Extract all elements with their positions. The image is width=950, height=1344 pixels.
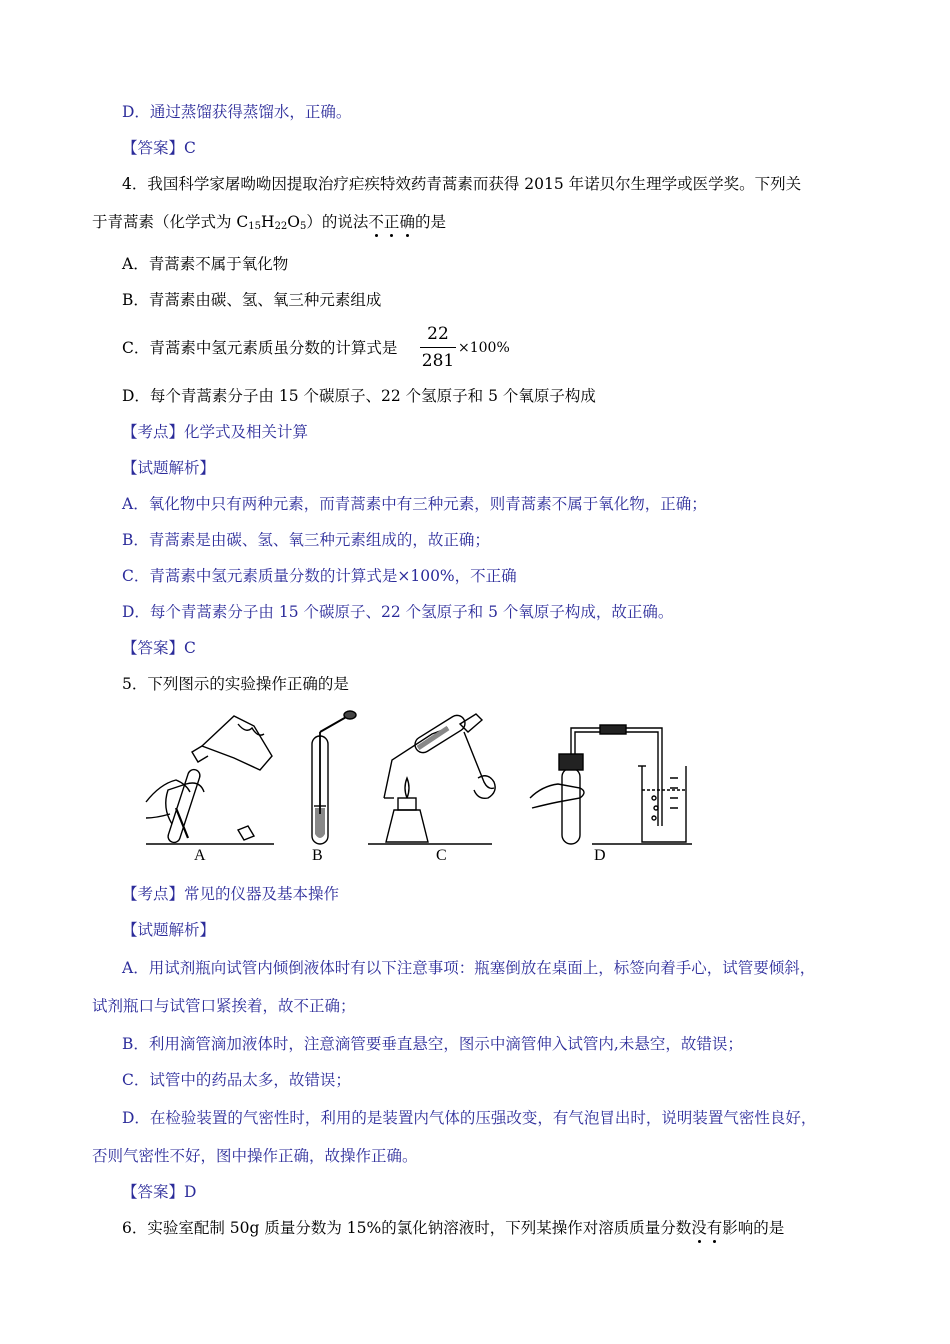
q4-option-a: A．青蒿素不属于氧化物 bbox=[122, 255, 289, 273]
q4-stem-line-1: 4．我国科学家屠呦呦因提取治疗疟疾特效药青蒿素而获得 2015 年诺贝尔生理学或医学奖。下列关 bbox=[122, 175, 802, 193]
dropper-illustration bbox=[312, 711, 356, 844]
q4-explanation-a: A．氧化物中只有两种元素，而青蒿素中有三种元素，则青蒿素不属于氧化物，正确； bbox=[122, 495, 707, 513]
q5-answer: 【答案】D bbox=[122, 1183, 197, 1201]
airtightness-check-illustration bbox=[530, 725, 686, 844]
subscript: 5 bbox=[300, 221, 307, 232]
q4-stem-text: 的是 bbox=[414, 213, 446, 231]
figure-label-b: B bbox=[312, 847, 323, 864]
fraction-denominator: 281 bbox=[421, 351, 455, 371]
q5-stem: 5．下列图示的实验操作正确的是 bbox=[122, 675, 349, 693]
emphasis-dot-char: 有 bbox=[706, 1219, 723, 1237]
q4-jiexi-heading: 【试题解析】 bbox=[122, 459, 216, 477]
q6-stem bbox=[122, 1217, 784, 1239]
q4-explanation-d: D．每个青蒿素分子由 15 个碳原子、22 个氢原子和 5 个氧原子构成，故正确。 bbox=[122, 603, 674, 621]
prev-answer: 【答案】C bbox=[122, 139, 196, 157]
emphasis-dot-char: 没 bbox=[691, 1219, 707, 1237]
q4-option-d: D．每个青蒿素分子由 15 个碳原子、22 个氢原子和 5 个氧原子构成 bbox=[122, 387, 596, 405]
emphasis-dot-char: 不 bbox=[368, 213, 384, 231]
q4-stem-line-2 bbox=[92, 211, 446, 233]
figure-label-a: A bbox=[194, 847, 206, 864]
q5-jiexi-heading: 【试题解析】 bbox=[122, 921, 216, 939]
q4-stem-text: 于青蒿素（化学式为 C bbox=[92, 213, 249, 231]
q5-explanation-a-line-1: A．用试剂瓶向试管内倾倒液体时有以下注意事项：瓶塞倒放在桌面上，标签向着手心，试管要倾斜， bbox=[122, 959, 816, 977]
q4-kaodian: 【考点】化学式及相关计算 bbox=[122, 423, 309, 441]
figure-label-c: C bbox=[436, 847, 447, 864]
figure-labels bbox=[194, 847, 606, 864]
bottle-stopper bbox=[238, 826, 254, 840]
fraction-numerator: 22 bbox=[420, 323, 456, 348]
lab-operations-figure bbox=[142, 706, 702, 866]
q4-option-b: B．青蒿素由碳、氢、氧三种元素组成 bbox=[122, 291, 382, 309]
q4-formula-o: O bbox=[287, 213, 301, 231]
q4-answer: 【答案】C bbox=[122, 639, 196, 657]
q5-kaodian: 【考点】常见的仪器及基本操作 bbox=[122, 885, 340, 903]
q4-explanation-b: B．青蒿素是由碳、氢、氧三种元素组成的，故正确； bbox=[122, 531, 490, 549]
q5-explanation-c: C．试管中的药品太多，故错误； bbox=[122, 1071, 351, 1089]
figure-label-d: D bbox=[594, 847, 606, 864]
q4-stem-text: ）的说法 bbox=[306, 213, 369, 231]
q5-explanation-d-line-1: D．在检验装置的气密性时，利用的是装置内气体的压强改变，有气泡冒出时，说明装置气密性良好， bbox=[122, 1109, 817, 1127]
q5-explanation-d-line-2: 否则气密性不好，图中操作正确，故操作正确。 bbox=[92, 1147, 418, 1165]
q4-explanation-c: C．青蒿素中氢元素质量分数的计算式是×100%，不正确 bbox=[122, 567, 517, 585]
subscript: 15 bbox=[248, 221, 262, 232]
emphasis-dot-char: 正 bbox=[383, 213, 400, 231]
q6-stem-text: 影响的是 bbox=[722, 1219, 785, 1237]
q5-explanation-a-line-2: 试剂瓶口与试管口紧挨着，故不正确； bbox=[92, 997, 356, 1015]
fraction bbox=[420, 323, 456, 372]
prev-option-d: D．通过蒸馏获得蒸馏水，正确。 bbox=[122, 103, 352, 121]
q5-explanation-b: B．利用滴管滴加液体时，注意滴管要垂直悬空，图示中滴管伸入试管内,未悬空，故错误； bbox=[122, 1035, 743, 1053]
q4-option-c-tail: ×100% bbox=[458, 340, 510, 356]
pouring-liquid-illustration bbox=[146, 716, 272, 844]
emphasis-dot-char: 确 bbox=[399, 213, 415, 231]
subscript: 22 bbox=[274, 221, 288, 232]
heating-illustration bbox=[384, 712, 495, 842]
q6-stem-text: 6．实验室配制 50g 质量分数为 15%的氯化钠溶液时，下列某操作对溶质质量分数 bbox=[122, 1219, 692, 1237]
q4-option-c: C．青蒿素中氢元素质虽分数的计算式是 bbox=[122, 339, 398, 357]
q4-formula-h: H bbox=[261, 213, 275, 231]
